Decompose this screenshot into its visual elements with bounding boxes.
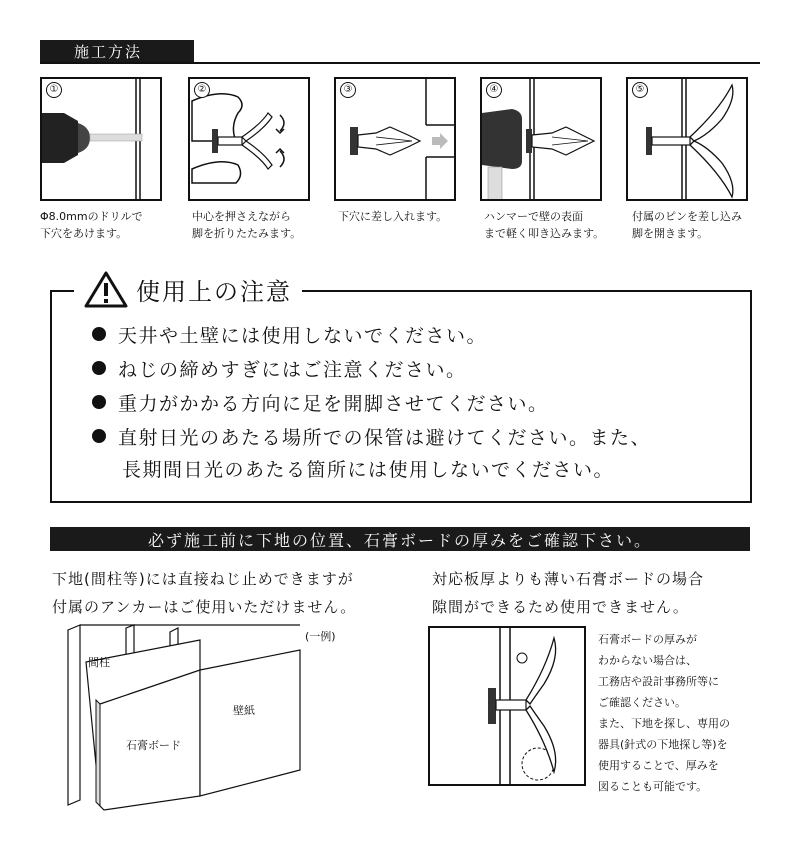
step-5-caption-line-2: 脚を開きます。 [632,227,709,240]
warning-icon [84,270,128,308]
caution-item-3-text: 重力がかかる方向に足を開脚させてください。 [118,393,549,415]
bullet-icon [92,361,106,375]
step-3-caption [338,208,478,225]
side-note-line-1: 石膏ボードの厚みが [598,633,697,646]
bullet-icon [92,395,106,409]
pin-open-icon [628,79,748,201]
step-4-caption-line-1: ハンマーで壁の表面 [484,210,583,223]
step-1-caption-line-1: Φ8.0mmのドリルで [40,210,143,223]
step-4-number: ④ [486,82,502,98]
hammer-anchor-icon [482,79,602,201]
side-note-line-8: 図ることも可能です。 [598,780,708,793]
step-5-illustration [626,77,748,201]
step-5-caption [632,208,772,242]
confirm-banner-text: 必ず施工前に下地の位置、石膏ボードの厚みをご確認下さい。 [147,530,652,550]
left-note-line-1: 下地(間柱等)には直接ねじ止めできますが [52,570,354,588]
step-2-illustration [188,77,310,201]
caution-heading [74,266,302,312]
side-note-line-4: ご確認ください。 [598,696,686,709]
caution-item-2-text: ねじの締めすぎにはご注意ください。 [118,359,467,381]
step-5-caption-line-1: 付属のピンを差し込み [632,210,742,223]
drill-icon [42,79,162,201]
section-title-rule [40,62,760,64]
side-note-line-5: また、下地を探し、専用の [598,717,730,730]
step-1-illustration [40,77,162,201]
step-3-caption-line-1: 下穴に差し入れます。 [338,210,448,223]
side-note-line-7: 使用することで、厚みを [598,759,719,772]
section-title-bar [40,40,194,63]
label-board: 石膏ボード [126,739,181,752]
thin-board-illustration [428,626,586,786]
caution-item-1-text: 天井や土壁には使用しないでください。 [118,325,488,347]
step-1-caption-line-2: 下穴をあけます。 [40,227,128,240]
insert-anchor-icon [336,79,456,201]
caution-item-4-text: 直射日光のあたる場所での保管は避けてください。また、 [118,427,652,449]
side-note-line-2: わからない場合は、 [598,654,697,667]
caution-item-4-continuation: 長期間日光のあたる箇所には使用しないでください。 [122,459,615,481]
caution-item-1 [92,321,487,348]
step-2-caption [192,208,332,242]
caution-item-3 [92,389,549,416]
step-5-number: ⑤ [632,82,648,98]
right-note-line-1: 対応板厚よりも薄い石膏ボードの場合 [432,570,705,588]
step-4-illustration [480,77,602,201]
example-label: (一例) [305,630,336,643]
label-stud: 間柱 [88,656,110,669]
thin-board-anchor-icon [430,628,586,786]
side-note-line-3: 工務店や設計事務所等に [598,675,719,688]
step-2-number: ② [194,82,210,98]
caution-title: 使用上の注意 [136,277,292,306]
label-wallpaper: 壁紙 [233,704,255,717]
bullet-icon [92,429,106,443]
right-note-line-2: 隙間ができるため使用できません。 [432,598,689,616]
left-note-line-2: 付属のアンカーはご使用いただけません。 [52,598,357,616]
fold-anchor-icon [190,79,310,201]
step-4-caption-line-2: まで軽く叩き込みます。 [484,227,605,240]
caution-item-4 [92,423,651,450]
step-1-caption [40,208,180,242]
section-title: 施工方法 [74,43,143,61]
step-4-caption [484,208,624,242]
step-2-caption-line-1: 中心を押さえながら [192,210,291,223]
confirm-banner [50,527,750,551]
bullet-icon [92,327,106,341]
side-note-line-6: 器具(針式の下地探し等)を [598,738,728,751]
caution-item-2 [92,355,467,382]
step-3-illustration [334,77,456,201]
wall-structure-diagram [60,620,310,815]
step-1-number: ① [46,82,62,98]
step-2-caption-line-2: 脚を折りたたみます。 [192,227,302,240]
step-3-number: ③ [340,82,356,98]
